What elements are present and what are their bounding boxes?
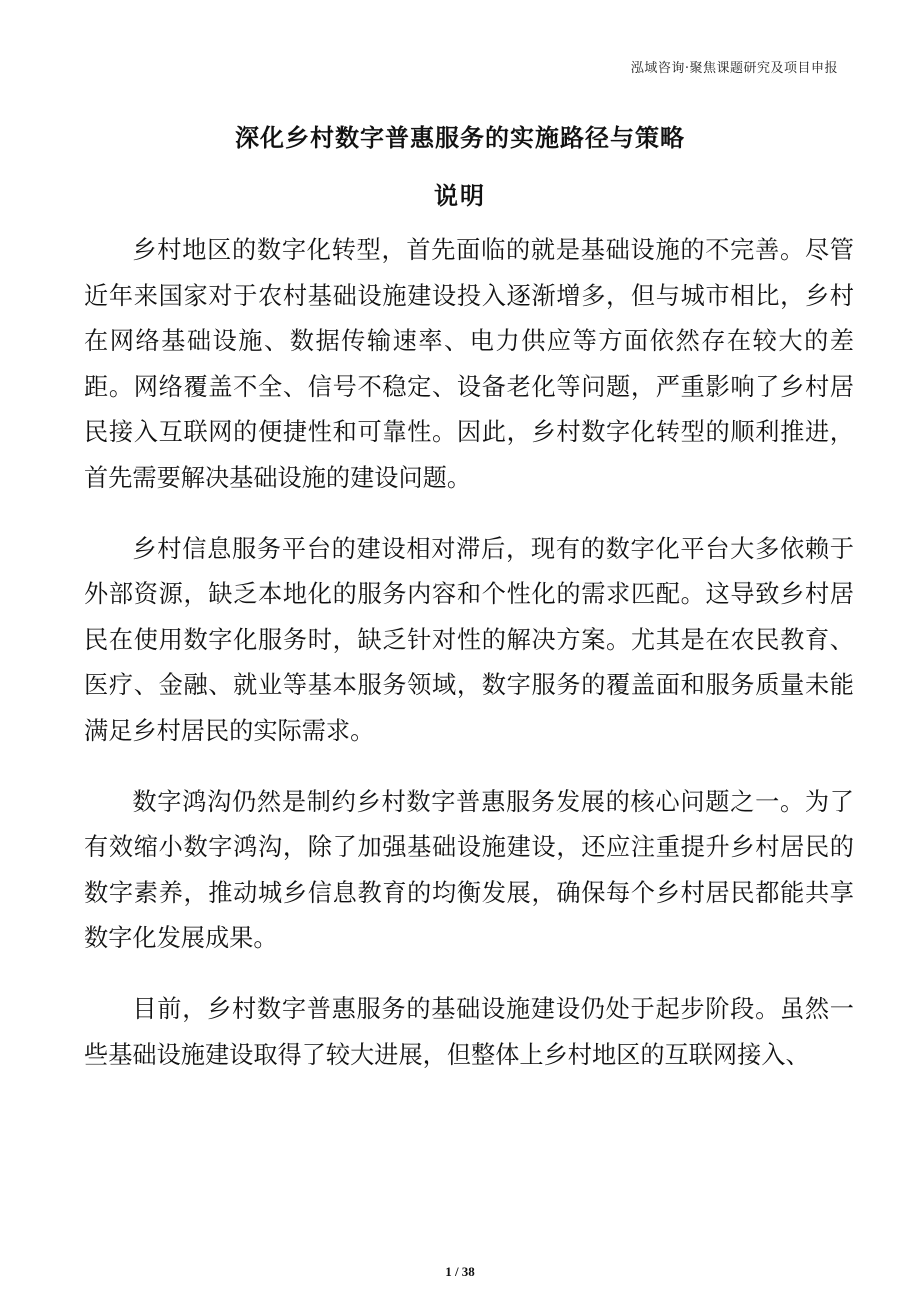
paragraph-4: 目前，乡村数字普惠服务的基础设施建设仍处于起步阶段。虽然一些基础设施建设取得了较大进展，但整体上乡村地区的互联网接入、 <box>84 994 854 1069</box>
header-note: 泓域咨询·聚焦课题研究及项目申报 <box>630 61 838 76</box>
section-heading: 说明 <box>434 182 486 210</box>
paragraph-3: 数字鸿沟仍然是制约乡村数字普惠服务发展的核心问题之一。为了有效缩小数字鸿沟，除了加强基础设施建设，还应注重提升乡村居民的数字素养，推动城乡信息教育的均衡发展，确保每个乡村居民都能共享数字化发展成果。 <box>84 787 854 953</box>
paragraph-2: 乡村信息服务平台的建设相对滞后，现有的数字化平台大多依赖于外部资源，缺乏本地化的服务内容和个性化的需求匹配。这导致乡村居民在使用数字化服务时，缺乏针对性的解决方案。尤其是在农民教育、医疗、金融、就业等基本服务领域，数字服务的覆盖面和服务质量未能满足乡村居民的实际需求。 <box>84 534 854 745</box>
page-number: 1 / 38 <box>445 1264 475 1279</box>
document-body <box>84 228 854 1103</box>
paragraph-1: 乡村地区的数字化转型，首先面临的就是基础设施的不完善。尽管近年来国家对于农村基础设施建设投入逐渐增多，但与城市相比，乡村在网络基础设施、数据传输速率、电力供应等方面依然存在较大的差距。网络覆盖不全、信号不稳定、设备老化等问题，严重影响了乡村居民接入互联网的便捷性和可靠性。因此，乡村数字化转型的顺利推进，首先需要解决基础设施的建设问题。 <box>84 236 854 492</box>
document-title: 深化乡村数字普惠服务的实施路径与策略 <box>235 124 685 152</box>
